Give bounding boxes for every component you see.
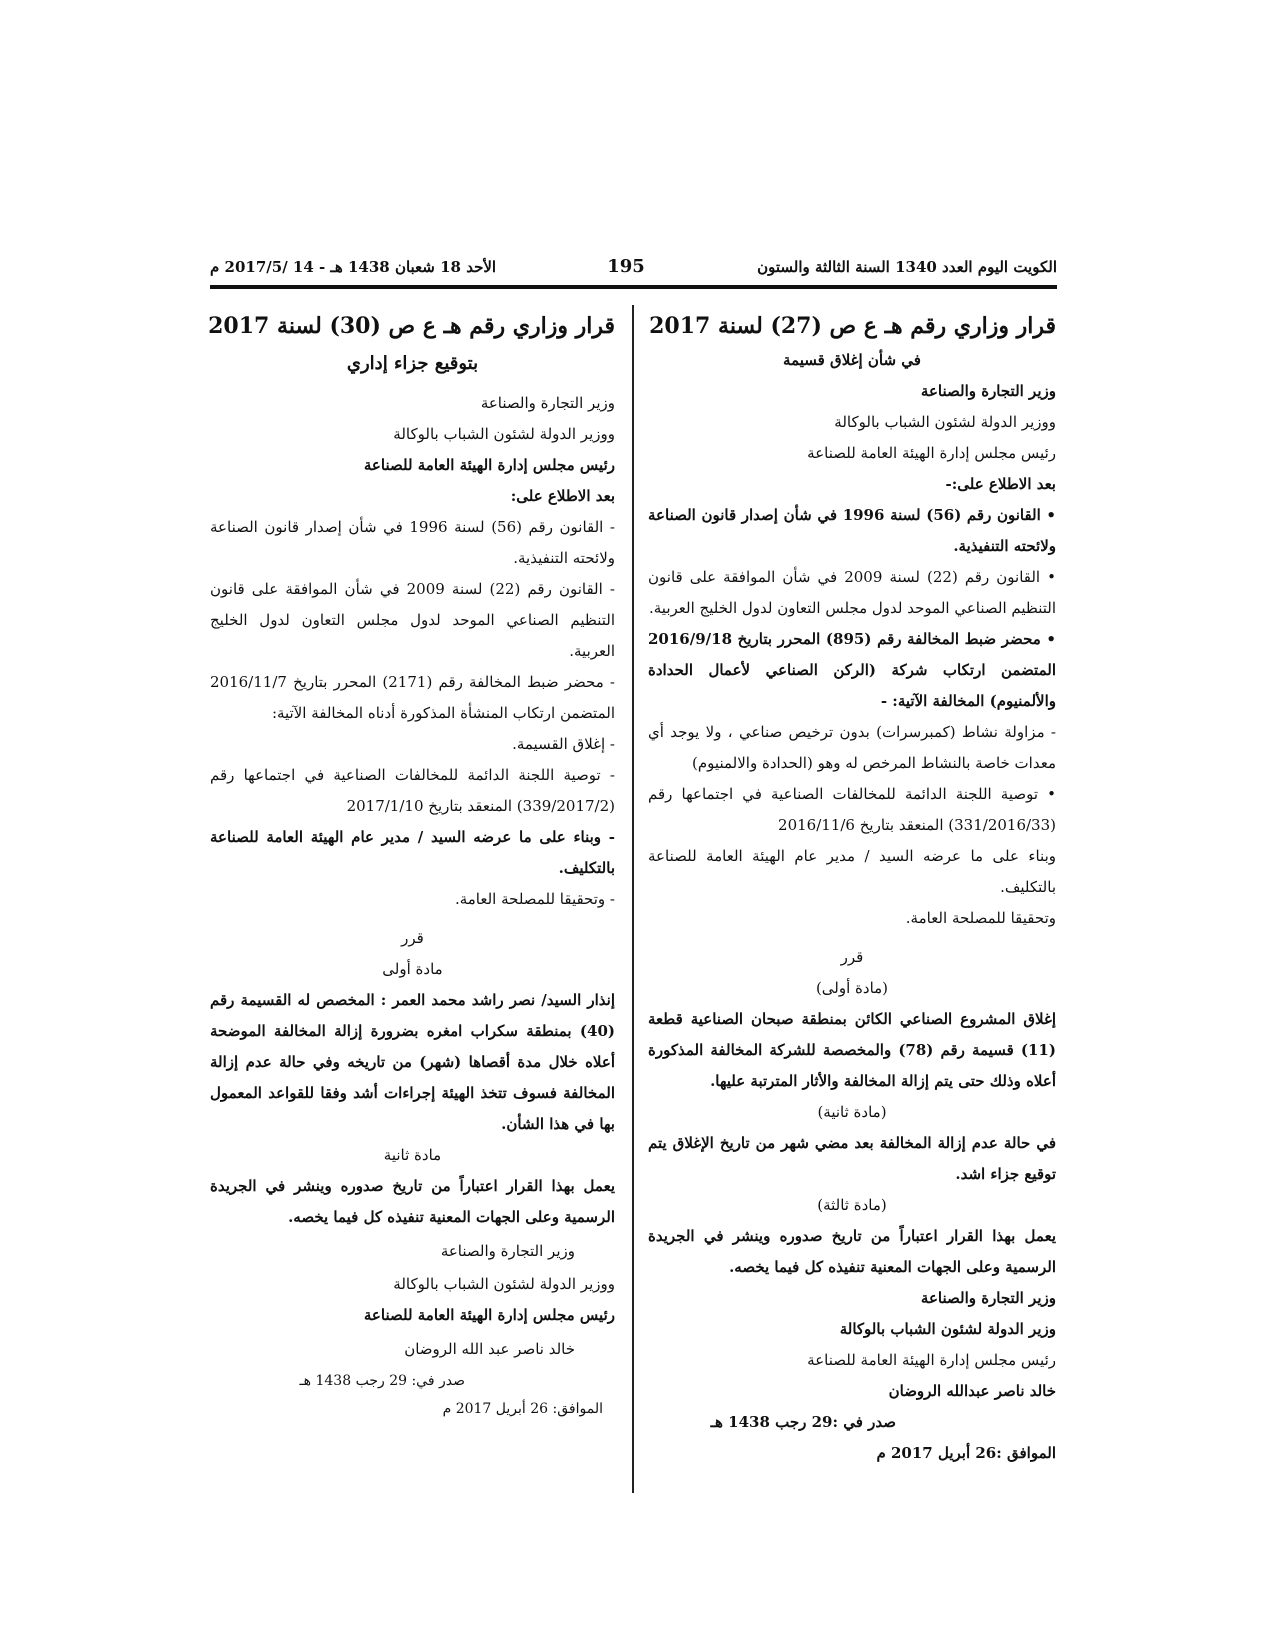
review-item: - وتحقيقا للمصلحة العامة. <box>454 890 615 908</box>
corresponding-date: الموافق: 26 أبريل 2017 م <box>442 1401 603 1417</box>
decree-27-column <box>648 308 1056 1469</box>
after-review-heading: بعد الاطلاع على:- <box>945 475 1056 493</box>
gazette-issue-info: الكويت اليوم العدد 1340 السنة الثالثة والستون <box>757 258 1057 276</box>
issued-date: صدر في :29 رجب 1438 هـ <box>710 1413 896 1431</box>
decree-30-title: قرار وزاري رقم هـ ع ص (30) لسنة 2017 <box>208 313 615 339</box>
article-text: إنذار السيد/ نصر راشد محمد العمر : المخصص له القسيمة رقم (40) بمنطقة سكراب امغره بضرورة إزالة المخالفة الموضحة أعلاه خلال مدة أقصاها (شهر) من تاريخه وفي حالة عدم إزالة المخالفة فسوف تتخذ الهيئة إجراءات أشد وفقا للقواعد المعمول بها في هذا الشأن. <box>210 991 615 1133</box>
authority-line: ووزير الدولة لشئون الشباب بالوكالة <box>393 425 615 443</box>
authority-line: وزير التجارة والصناعة <box>480 394 615 412</box>
header-date: الأحد 18 شعبان 1438 هـ - 14 /2017/5 م <box>210 258 497 276</box>
review-item: • القانون رقم (56) لسنة 1996 في شأن إصدار قانون الصناعة ولائحته التنفيذية. <box>648 506 1056 555</box>
signatory-name: خالد ناصر عبد الله الروضان <box>404 1340 575 1358</box>
review-item: • محضر ضبط المخالفة رقم (895) المحرر بتاريخ 2016/9/18 المتضمن ارتكاب شركة (الركن الصناعي لأعمال الحدادة والألمنيوم) المخالفة الآتية: - <box>648 630 1057 710</box>
article-text: إغلاق المشروع الصناعي الكائن بمنطقة صبحان الصناعية قطعة (11) قسيمة رقم (78) والمخصصة للشركة المخالفة المذكورة أعلاه وذلك حتى يتم إزالة المخالفة والأثار المترتبة عليها. <box>648 1010 1056 1090</box>
article-heading: مادة ثانية <box>383 1146 442 1164</box>
review-item: • القانون رقم (22) لسنة 2009 في شأن الموافقة على قانون التنظيم الصناعي الموحد لدول مجلس التعاون لدول الخليج العربية. <box>648 568 1056 617</box>
authority-line: رئيس مجلس إدارة الهيئة العامة للصناعة <box>363 456 615 474</box>
header-rule <box>210 285 1057 289</box>
review-item: وتحقيقا للمصلحة العامة. <box>905 909 1056 927</box>
decree-30-column <box>210 308 615 1423</box>
decided-heading: قرر <box>840 948 864 966</box>
after-review-heading: بعد الاطلاع على: <box>510 487 615 505</box>
article-heading: (مادة أولى) <box>815 979 889 997</box>
review-item: - توصية اللجنة الدائمة للمخالفات الصناعية في اجتماعها رقم (339/2017/2) المنعقد بتاريخ 2017/1/10 <box>210 766 615 815</box>
article-heading: (مادة ثالثة) <box>817 1196 887 1214</box>
authority-line: وزير التجارة والصناعة <box>920 382 1056 400</box>
page-header <box>210 258 1057 288</box>
article-heading: (مادة ثانية) <box>817 1103 887 1121</box>
page-number: 195 <box>607 256 645 277</box>
review-item: - محضر ضبط المخالفة رقم (2171) المحرر بتاريخ 2016/11/7 المتضمن ارتكاب المنشأة المذكورة أدناه المخالفة الآتية: <box>210 673 615 722</box>
issued-date: صدر في: 29 رجب 1438 هـ <box>299 1373 465 1389</box>
corresponding-date: الموافق :26 أبريل 2017 م <box>876 1444 1056 1462</box>
violation-detail: - إغلاق القسيمة. <box>512 735 615 753</box>
column-divider <box>632 305 634 1493</box>
article-heading: مادة أولى <box>382 960 443 978</box>
signatory-title: ووزير الدولة لشئون الشباب بالوكالة <box>393 1275 615 1293</box>
signatory-name: خالد ناصر عبدالله الروضان <box>888 1382 1056 1400</box>
signatory-title: رئيس مجلس إدارة الهيئة العامة للصناعة <box>363 1306 615 1324</box>
decree-27-title: قرار وزاري رقم هـ ع ص (27) لسنة 2017 <box>649 313 1056 339</box>
decree-27-subtitle: في شأن إغلاق قسيمة <box>783 351 921 369</box>
signatory-title: وزير التجارة والصناعة <box>440 1242 575 1260</box>
review-item: - وبناء على ما عرضه السيد / مدير عام الهيئة العامة للصناعة بالتكليف. <box>210 828 615 877</box>
authority-line: رئيس مجلس إدارة الهيئة العامة للصناعة <box>807 444 1056 462</box>
review-item: • توصية اللجنة الدائمة للمخالفات الصناعية في اجتماعها رقم (331/2016/33) المنعقد بتاريخ 2016/11/6 <box>648 785 1056 834</box>
decree-30-subtitle: بتوقيع جزاء إداري <box>346 353 479 374</box>
decided-heading: قرر <box>401 929 424 947</box>
review-item: - القانون رقم (22) لسنة 2009 في شأن الموافقة على قانون التنظيم الصناعي الموحد لدول مجلس التعاون لدول الخليج العربية. <box>210 580 615 660</box>
review-item: وبناء على ما عرضه السيد / مدير عام الهيئة العامة للصناعة بالتكليف. <box>648 847 1056 896</box>
signatory-title: وزير التجارة والصناعة <box>920 1289 1056 1307</box>
signatory-title: رئيس مجلس إدارة الهيئة العامة للصناعة <box>807 1351 1056 1369</box>
article-text: يعمل بهذا القرار اعتباراً من تاريخ صدوره وينشر في الجريدة الرسمية وعلى الجهات المعنية تنفيذه كل فيما يخصه. <box>210 1177 615 1226</box>
authority-line: ووزير الدولة لشئون الشباب بالوكالة <box>834 413 1056 431</box>
article-text: يعمل بهذا القرار اعتباراً من تاريخ صدوره وينشر في الجريدة الرسمية وعلى الجهات المعنية تنفيذه كل فيما يخصه. <box>648 1227 1056 1276</box>
violation-detail: - مزاولة نشاط (كمبرسرات) بدون ترخيص صناعي ، ولا يوجد أي معدات خاصة بالنشاط المرخص له وهو (الحدادة والالمنيوم) <box>648 723 1056 772</box>
review-item: - القانون رقم (56) لسنة 1996 في شأن إصدار قانون الصناعة ولائحته التنفيذية. <box>210 518 615 567</box>
article-text: في حالة عدم إزالة المخالفة بعد مضي شهر من تاريخ الإغلاق يتم توقيع جزاء اشد. <box>648 1134 1056 1183</box>
signatory-title: وزير الدولة لشئون الشباب بالوكالة <box>839 1320 1056 1338</box>
